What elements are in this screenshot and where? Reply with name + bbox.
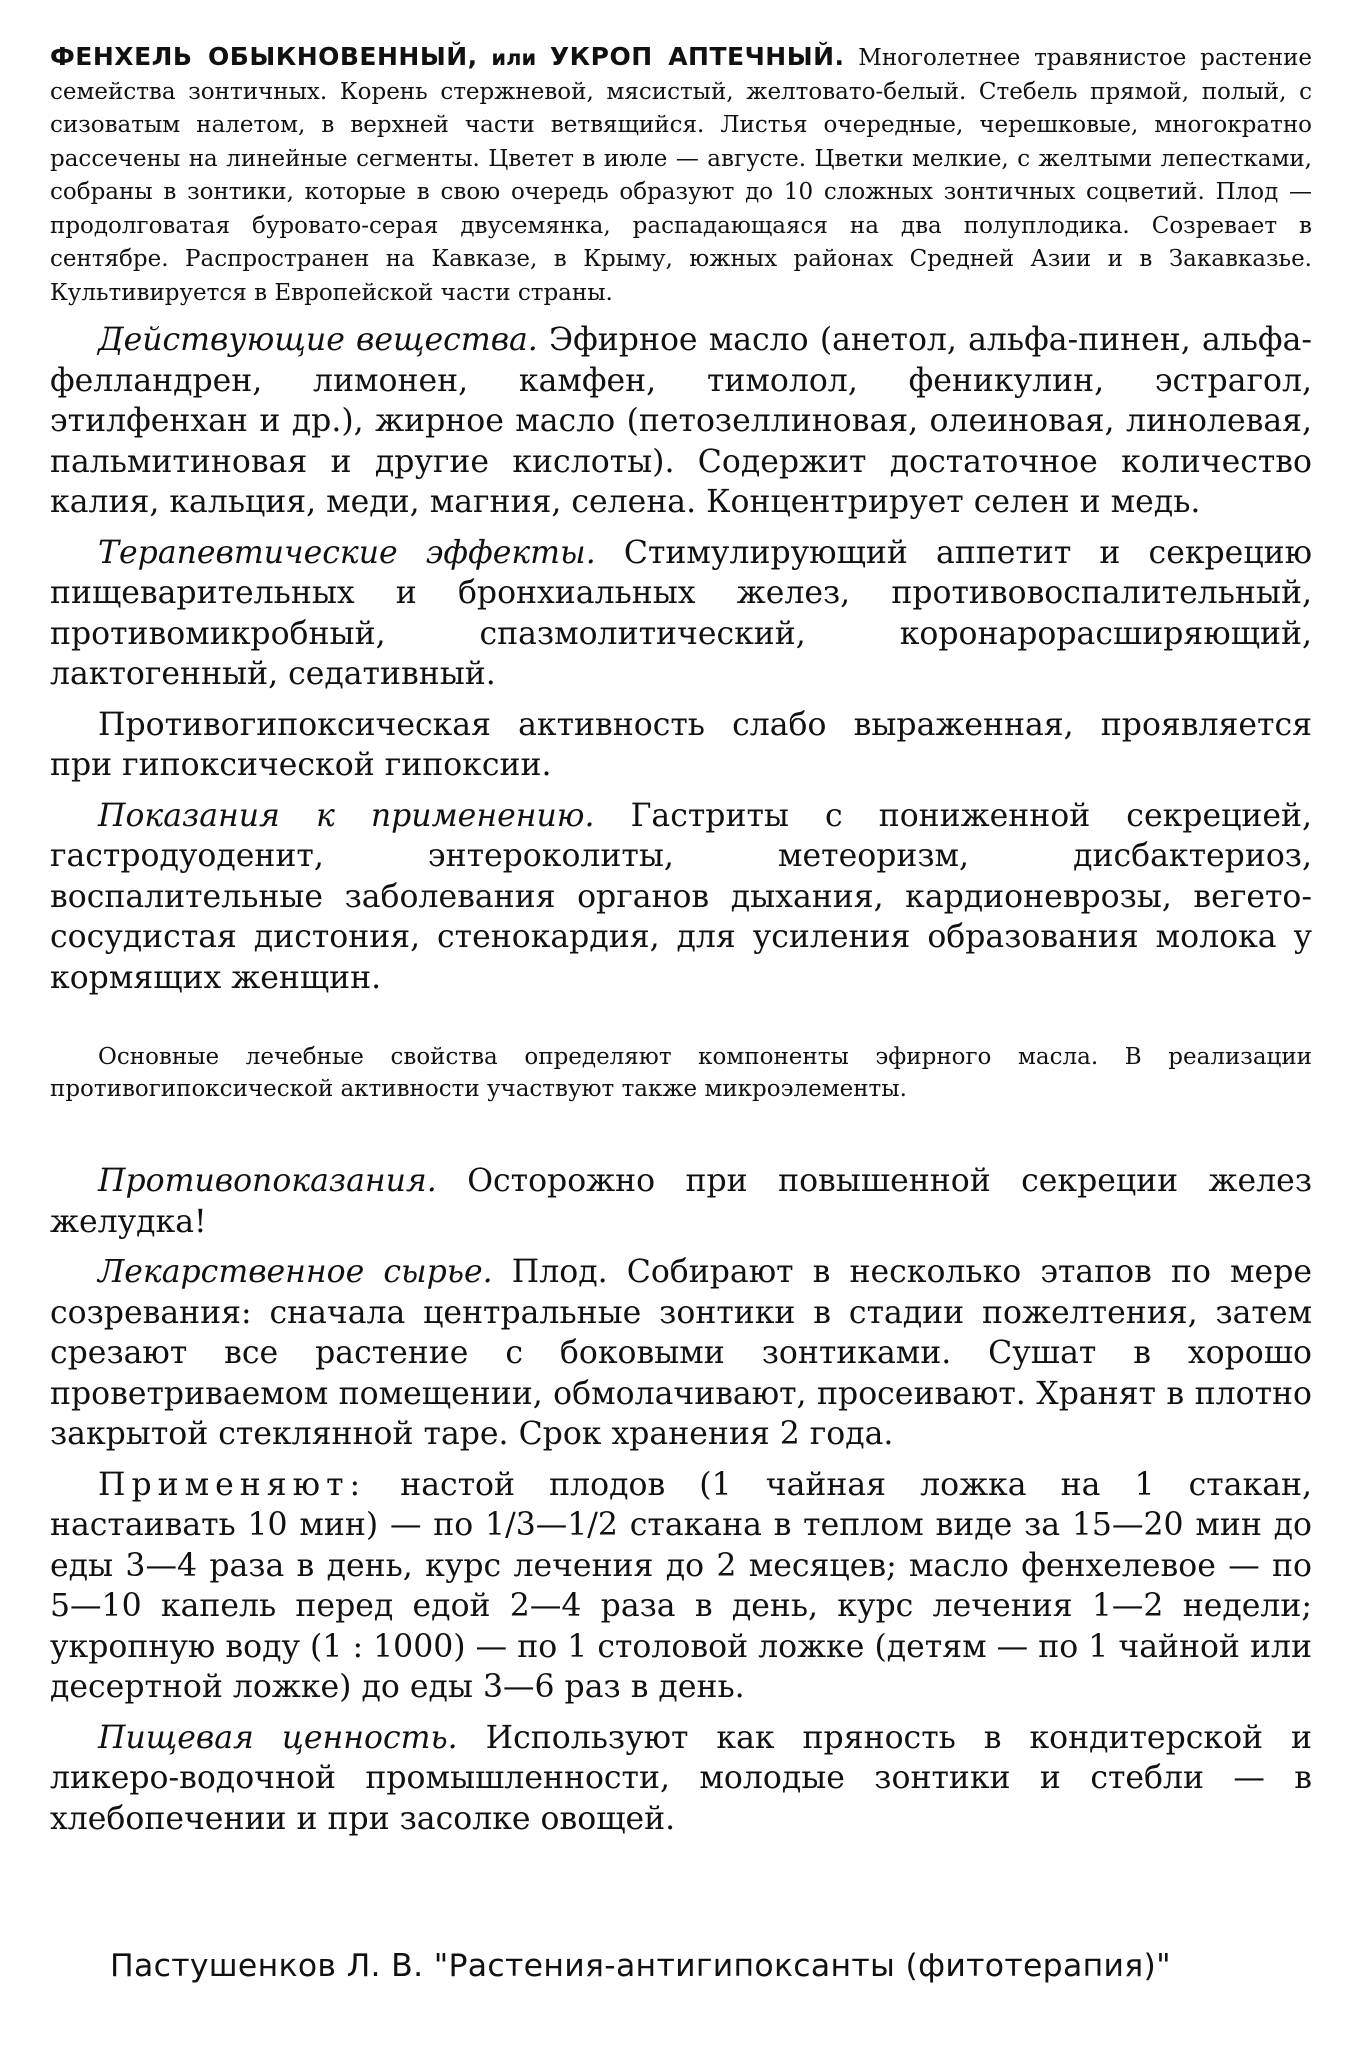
- indications-text: Гастриты с пониженной секрецией, гастродуоденит, энтероколиты, метеоризм, дисбактериоз, воспалительные заболевания органов дыхания, кардионеврозы, вегето-сосудистая дистония, стенокардия, для усиления образования молока у кормящих женщин.: [50, 797, 1312, 996]
- note-paragraph: [50, 1041, 1312, 1105]
- food-value-label: Пищевая ценность.: [98, 1719, 458, 1756]
- active-substances-paragraph: [50, 320, 1312, 523]
- document-page: [50, 40, 1312, 1839]
- plant-description-paragraph: [50, 40, 1312, 310]
- food-value-text: Используют как пряность в кондитерской и ликеро-водочной промышленности, молодые зонтики и стебли — в хлебопечении и при засолке овощей.: [50, 1719, 1313, 1837]
- therapeutic-effects-paragraph: [50, 533, 1312, 695]
- antihypoxic-activity-paragraph: [50, 705, 1312, 786]
- raw-material-label: Лекарственное сырье.: [98, 1254, 493, 1290]
- raw-material-paragraph: [50, 1252, 1312, 1455]
- therapeutic-effects-label: Терапевтические эффекты.: [98, 534, 596, 571]
- active-substances-text: Эфирное масло (анетол, альфа-пинен, альфа-фелландрен, лимонен, камфен, тимолол, феникулин, эстрагол, этилфенхан и др.), жирное масло (петозеллиновая, олеиновая, линолевая, пальмитиновая и другие кислоты). Содержит достаточное количество калия, кальция, меди, магния, селена. Концентрирует селен и медь.: [50, 322, 1313, 520]
- indications-paragraph: [50, 796, 1312, 999]
- usage-text: настой плодов (1 чайная ложка на 1 стакан, настаивать 10 мин) — по 1/3—1/2 стакана в теплом виде за 15—20 мин до еды 3—4 раза в день, курс лечения до 2 месяцев; масло фенхелевое — по 5—10 капель перед едой 2—4 раза в день, курс лечения 1—2 недели; укропную воду (1 : 1000) — по 1 столовой ложке (детям — по 1 чайной или десертной ложке) до еды 3—6 раз в день.: [50, 1466, 1312, 1705]
- raw-material-text: Плод. Собирают в несколько этапов по мере созревания: сначала центральные зонтики в стадии пожелтения, затем срезают все растение с боковыми зонтиками. Сушат в хорошо проветриваемом помещении, обмолачивают, просеивают. Хранят в плотно закрытой стеклянной таре. Срок хранения 2 года.: [50, 1254, 1312, 1452]
- plant-alt-name-heading: УКРОП АПТЕЧНЫЙ.: [549, 42, 845, 71]
- source-citation: Пастушенков Л. В. "Растения-антигипоксанты (фитотерапия)": [110, 1948, 1171, 1984]
- antihypoxic-activity-text: Противогипоксическая активность слабо выраженная, проявляется при гипоксической гипоксии.: [50, 706, 1312, 783]
- active-substances-label: Действующие вещества.: [98, 322, 538, 358]
- plant-description-text: Многолетнее травянистое растение семейства зонтичных. Корень стержневой, мясистый, желтовато-белый. Стебель прямой, полый, с сизоватым налетом, в верхней части ветвящийся. Листья очередные, черешковые, многократно рассечены на линейные сегменты. Цветет в июле — августе. Цветки мелкие, с желтыми лепестками, собраны в зонтики, которые в свою очередь образуют до 10 сложных зонтичных соцветий. Плод — продолговатая буровато-серая двусемянка, распадающаяся на два полуплодика. Созревает в сентябре. Распространен на Кавказе, в Крыму, южных районах Средней Азии и в Закавказье. Культивируется в Европейской части страны.: [50, 45, 1313, 306]
- plant-name-heading: ФЕНХЕЛЬ ОБЫКНОВЕННЫЙ,: [50, 42, 478, 71]
- usage-paragraph: [50, 1465, 1312, 1708]
- food-value-paragraph: [50, 1718, 1312, 1840]
- contraindications-label: Противопоказания.: [98, 1163, 437, 1199]
- plant-name-or: или: [491, 46, 537, 70]
- contraindications-text: Осторожно при повышенной секреции желез желудка!: [50, 1163, 1313, 1240]
- note-text: Основные лечебные свойства определяют компоненты эфирного масла. В реализации противогипоксической активности участвуют также микроэлементы.: [50, 1044, 1312, 1102]
- indications-label: Показания к применению.: [98, 797, 595, 834]
- contraindications-paragraph: [50, 1161, 1312, 1242]
- therapeutic-effects-text: Стимулирующий аппетит и секрецию пищеварительных и бронхиальных желез, противовоспалительный, противомикробный, спазмолитический, коронарорасширяющий, лактогенный, седативный.: [50, 534, 1313, 692]
- usage-label: Применяют:: [98, 1466, 367, 1503]
